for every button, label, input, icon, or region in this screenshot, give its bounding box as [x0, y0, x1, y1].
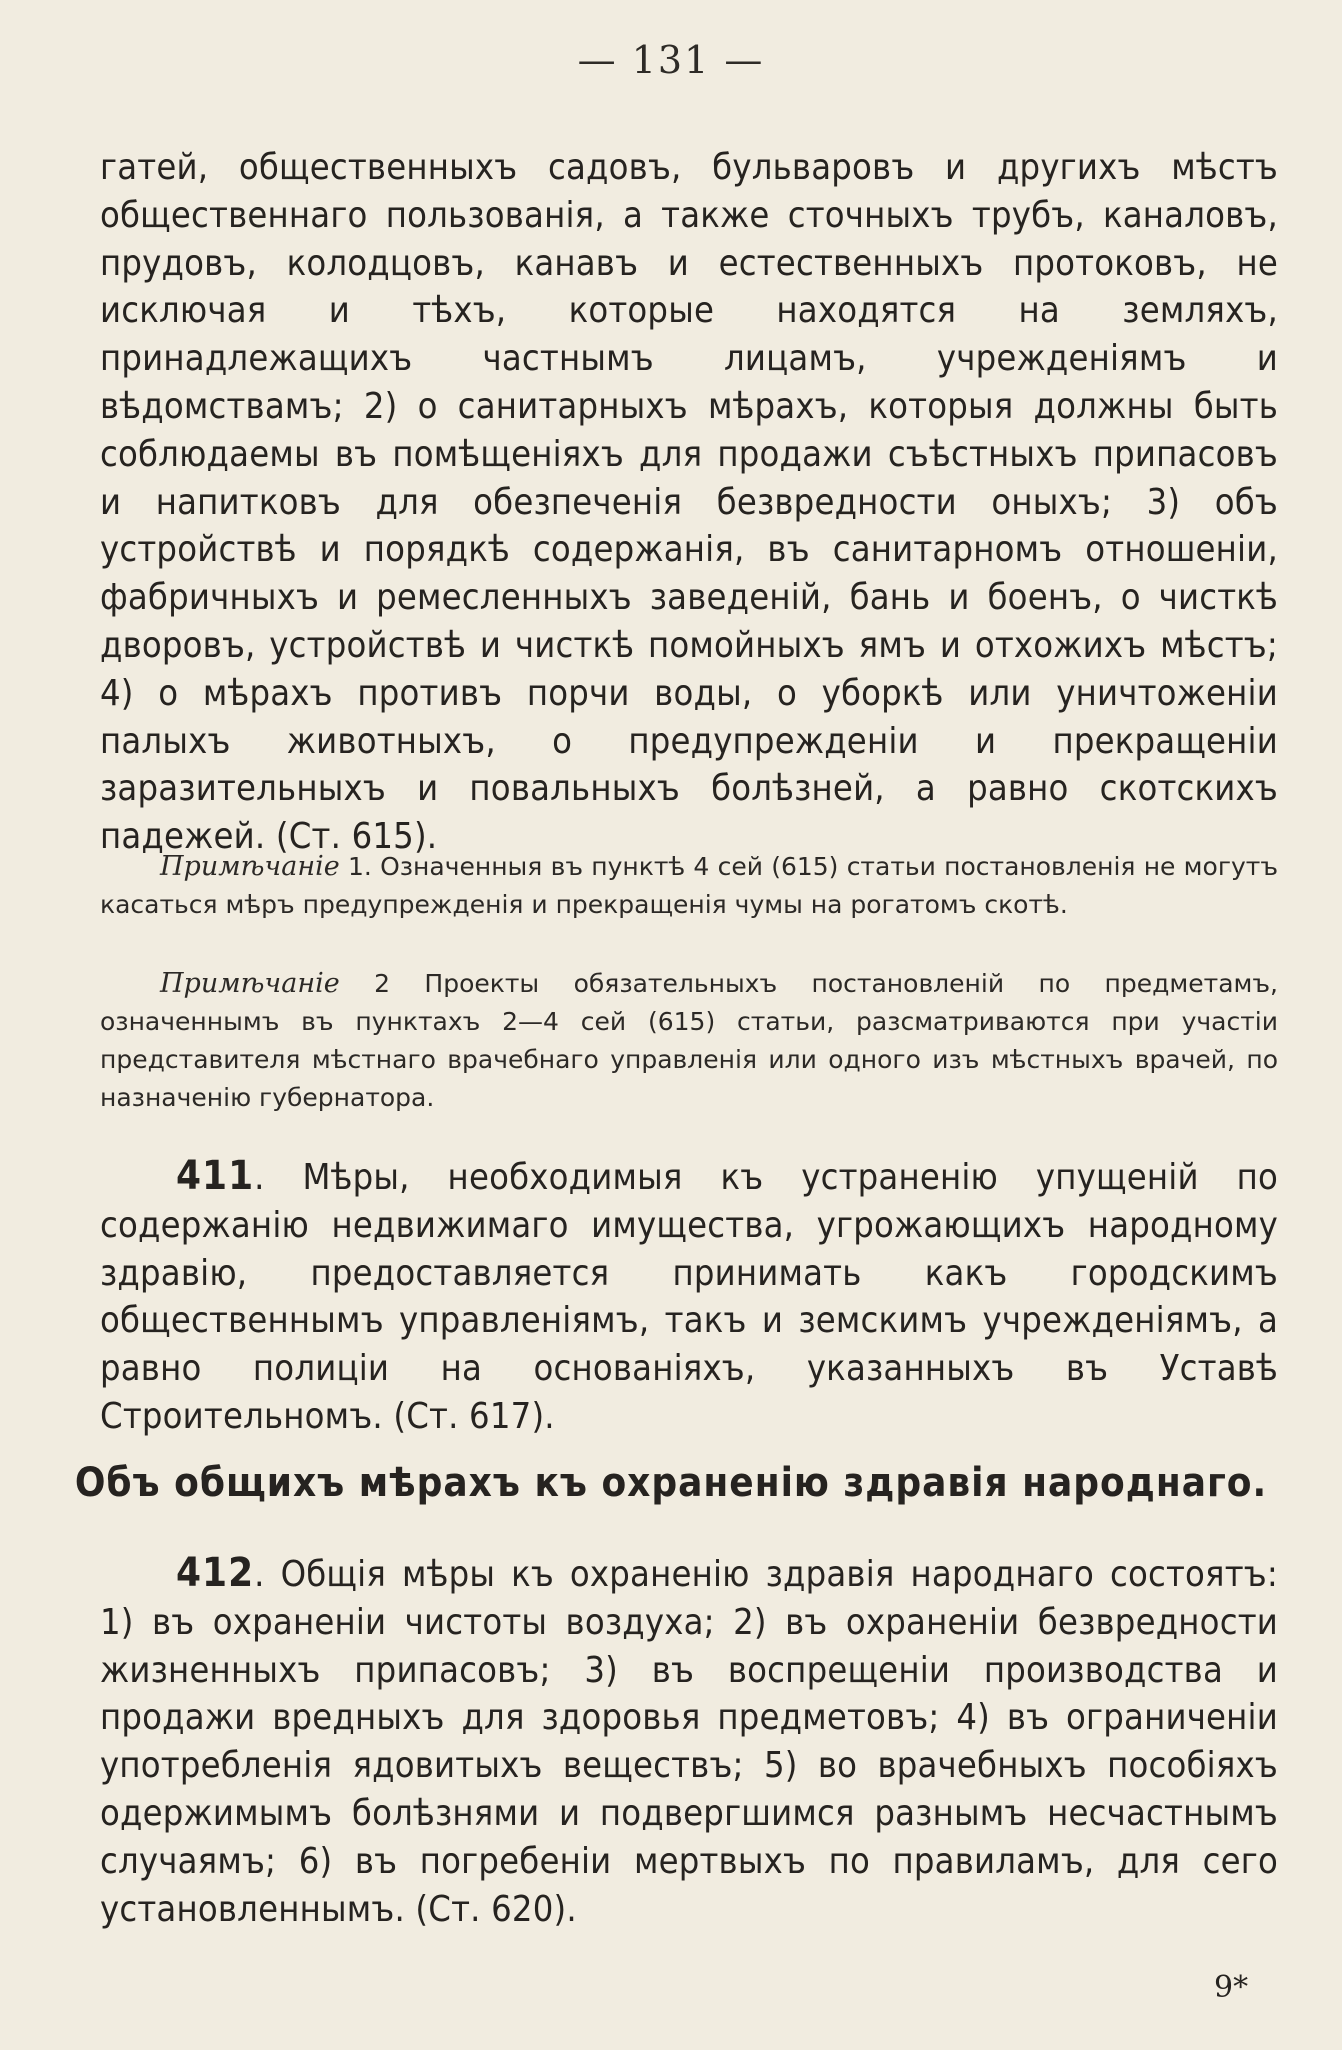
section-heading: Объ общихъ мѣрахъ къ охраненію здравія народнаго. [74, 1460, 1268, 1506]
paragraph-410-continuation [100, 144, 1278, 861]
article-411-text: . Мѣры, необходимыя къ устраненію упущеній по содержанію недвижимаго имущества, угрожающихъ народному здравію, предоставляется принимать какъ городскимъ общественнымъ управленіямъ, такъ и земскимъ учрежденіямъ, а равно полиціи на основаніяхъ, указанныхъ въ Уставѣ Строительномъ. (Ст. 617). [100, 1157, 1278, 1437]
note-1-text: 1. Означенныя въ пунктѣ 4 сей (615) статьи постановленія не могутъ касаться мѣръ предупрежденія и прекращенія чумы на рогатомъ скотѣ. [100, 852, 1278, 919]
article-411 [100, 1153, 1278, 1441]
article-412-text: . Общія мѣры къ охраненію здравія народнаго состоятъ: 1) въ охраненіи чистоты воздуха; 2) въ охраненіи безвредности жизненныхъ припасовъ; 3) въ воспрещеніи производства и продажи вредныхъ для здоровья предметовъ; 4) въ ограниченіи употребленія ядовитыхъ веществъ; 5) во врачебныхъ пособіяхъ одержимымъ болѣзнями и подвергшимся разнымъ несчастнымъ случаямъ; 6) въ погребеніи мертвыхъ по правиламъ, для сего установленнымъ. (Ст. 620). [100, 1554, 1278, 1930]
signature-mark: 9* [1214, 1970, 1249, 2005]
article-412-number: 412 [176, 1550, 255, 1596]
note-2 [100, 965, 1278, 1117]
page-number: — 131 — [577, 38, 765, 82]
article-412 [100, 1550, 1278, 1933]
note-2-text: 2 Проекты обязательныхъ постановленій по предметамъ, означеннымъ въ пунктахъ 2—4 сей (615) статьи, разсматриваются при участіи представителя мѣстнаго врачебнаго управленія или одного изъ мѣстныхъ врачей, по назначенію губернатора. [100, 969, 1278, 1112]
note-2-label: Примѣчаніе [160, 968, 340, 999]
article-411-number: 411 [176, 1153, 255, 1199]
note-1 [100, 848, 1278, 924]
note-1-label: Примѣчаніе [160, 851, 340, 882]
paragraph-410-text: гатей, общественныхъ садовъ, бульваровъ и другихъ мѣстъ общественнаго пользованія, а также сточныхъ трубъ, каналовъ, прудовъ, колодцовъ, канавъ и естественныхъ протоковъ, не исключая и тѣхъ, которые находятся на земляхъ, принадлежащихъ частнымъ лицамъ, учрежденіямъ и вѣдомствамъ; 2) о санитарныхъ мѣрахъ, которыя должны быть соблюдаемы въ помѣщеніяхъ для продажи съѣстныхъ припасовъ и напитковъ для обезпеченія безвредности оныхъ; 3) объ устройствѣ и порядкѣ содержанія, въ санитарномъ отношеніи, фабричныхъ и ремесленныхъ заведеній, бань и боенъ, о чисткѣ дворовъ, устройствѣ и чисткѣ помойныхъ ямъ и отхожихъ мѣстъ; 4) о мѣрахъ противъ порчи воды, о уборкѣ или уничтоженіи палыхъ животныхъ, о предупрежденіи и прекращеніи заразительныхъ и повальныхъ болѣзней, а равно скотскихъ падежей. (Ст. 615). [100, 147, 1278, 858]
